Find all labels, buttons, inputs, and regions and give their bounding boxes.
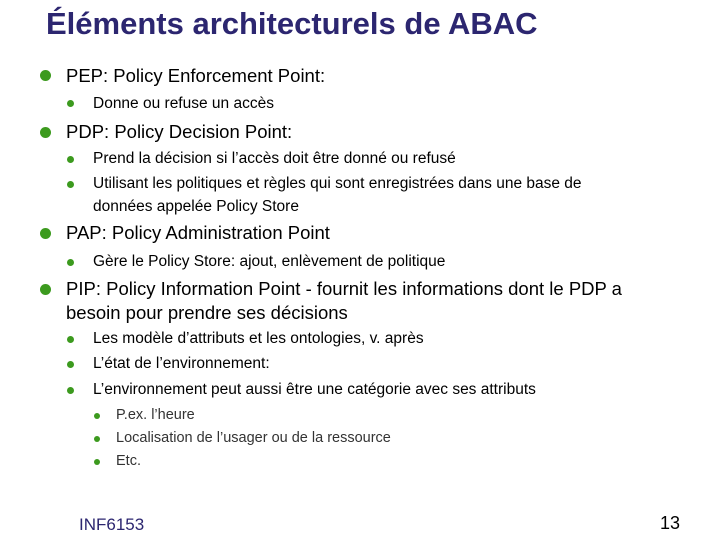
bullet-icon xyxy=(40,127,51,138)
list-item: P.ex. l’heure xyxy=(116,407,195,423)
slide-footer: INF6153 xyxy=(79,515,145,534)
list-item: Les modèle d’attributs et les ontologies, v. après xyxy=(93,330,424,347)
list-item-pap: PAP: Policy Administration Point xyxy=(66,222,330,243)
list-item: Gère le Policy Store: ajout, enlèvement de politique xyxy=(93,253,446,270)
bullet-icon xyxy=(67,156,74,163)
bullet-icon xyxy=(67,100,74,107)
list-item: Etc. xyxy=(116,453,141,469)
bullet-icon xyxy=(40,284,51,295)
bullet-icon xyxy=(67,336,74,343)
list-item: Localisation de l’usager ou de la ressource xyxy=(116,430,391,446)
page-number: 13 xyxy=(660,513,681,533)
list-item-continued: besoin pour prendre ses décisions xyxy=(66,302,348,323)
list-item-continued: données appelée Policy Store xyxy=(93,198,299,215)
list-item-pep: PEP: Policy Enforcement Point: xyxy=(66,65,326,86)
bullet-icon xyxy=(67,181,74,188)
list-item-pip: PIP: Policy Information Point - fournit les informations dont le PDP a xyxy=(66,278,622,299)
list-item-pdp: PDP: Policy Decision Point: xyxy=(66,121,293,142)
bullet-icon xyxy=(67,361,74,368)
list-item: Utilisant les politiques et règles qui sont enregistrées dans une base de xyxy=(93,175,582,192)
bullet-icon xyxy=(40,70,51,81)
list-item: L’état de l’environnement: xyxy=(93,355,270,372)
list-item: Donne ou refuse un accès xyxy=(93,95,274,112)
bullet-icon xyxy=(94,413,100,419)
list-item: L’environnement peut aussi être une catégorie avec ses attributs xyxy=(93,381,536,398)
slide-title: Éléments architecturels de ABAC xyxy=(46,6,538,41)
bullet-icon xyxy=(67,259,74,266)
bullet-icon xyxy=(94,436,100,442)
bullet-icon xyxy=(67,387,74,394)
bullet-icon xyxy=(94,459,100,465)
list-item: Prend la décision si l’accès doit être donné ou refusé xyxy=(93,150,456,167)
bullet-icon xyxy=(40,228,51,239)
